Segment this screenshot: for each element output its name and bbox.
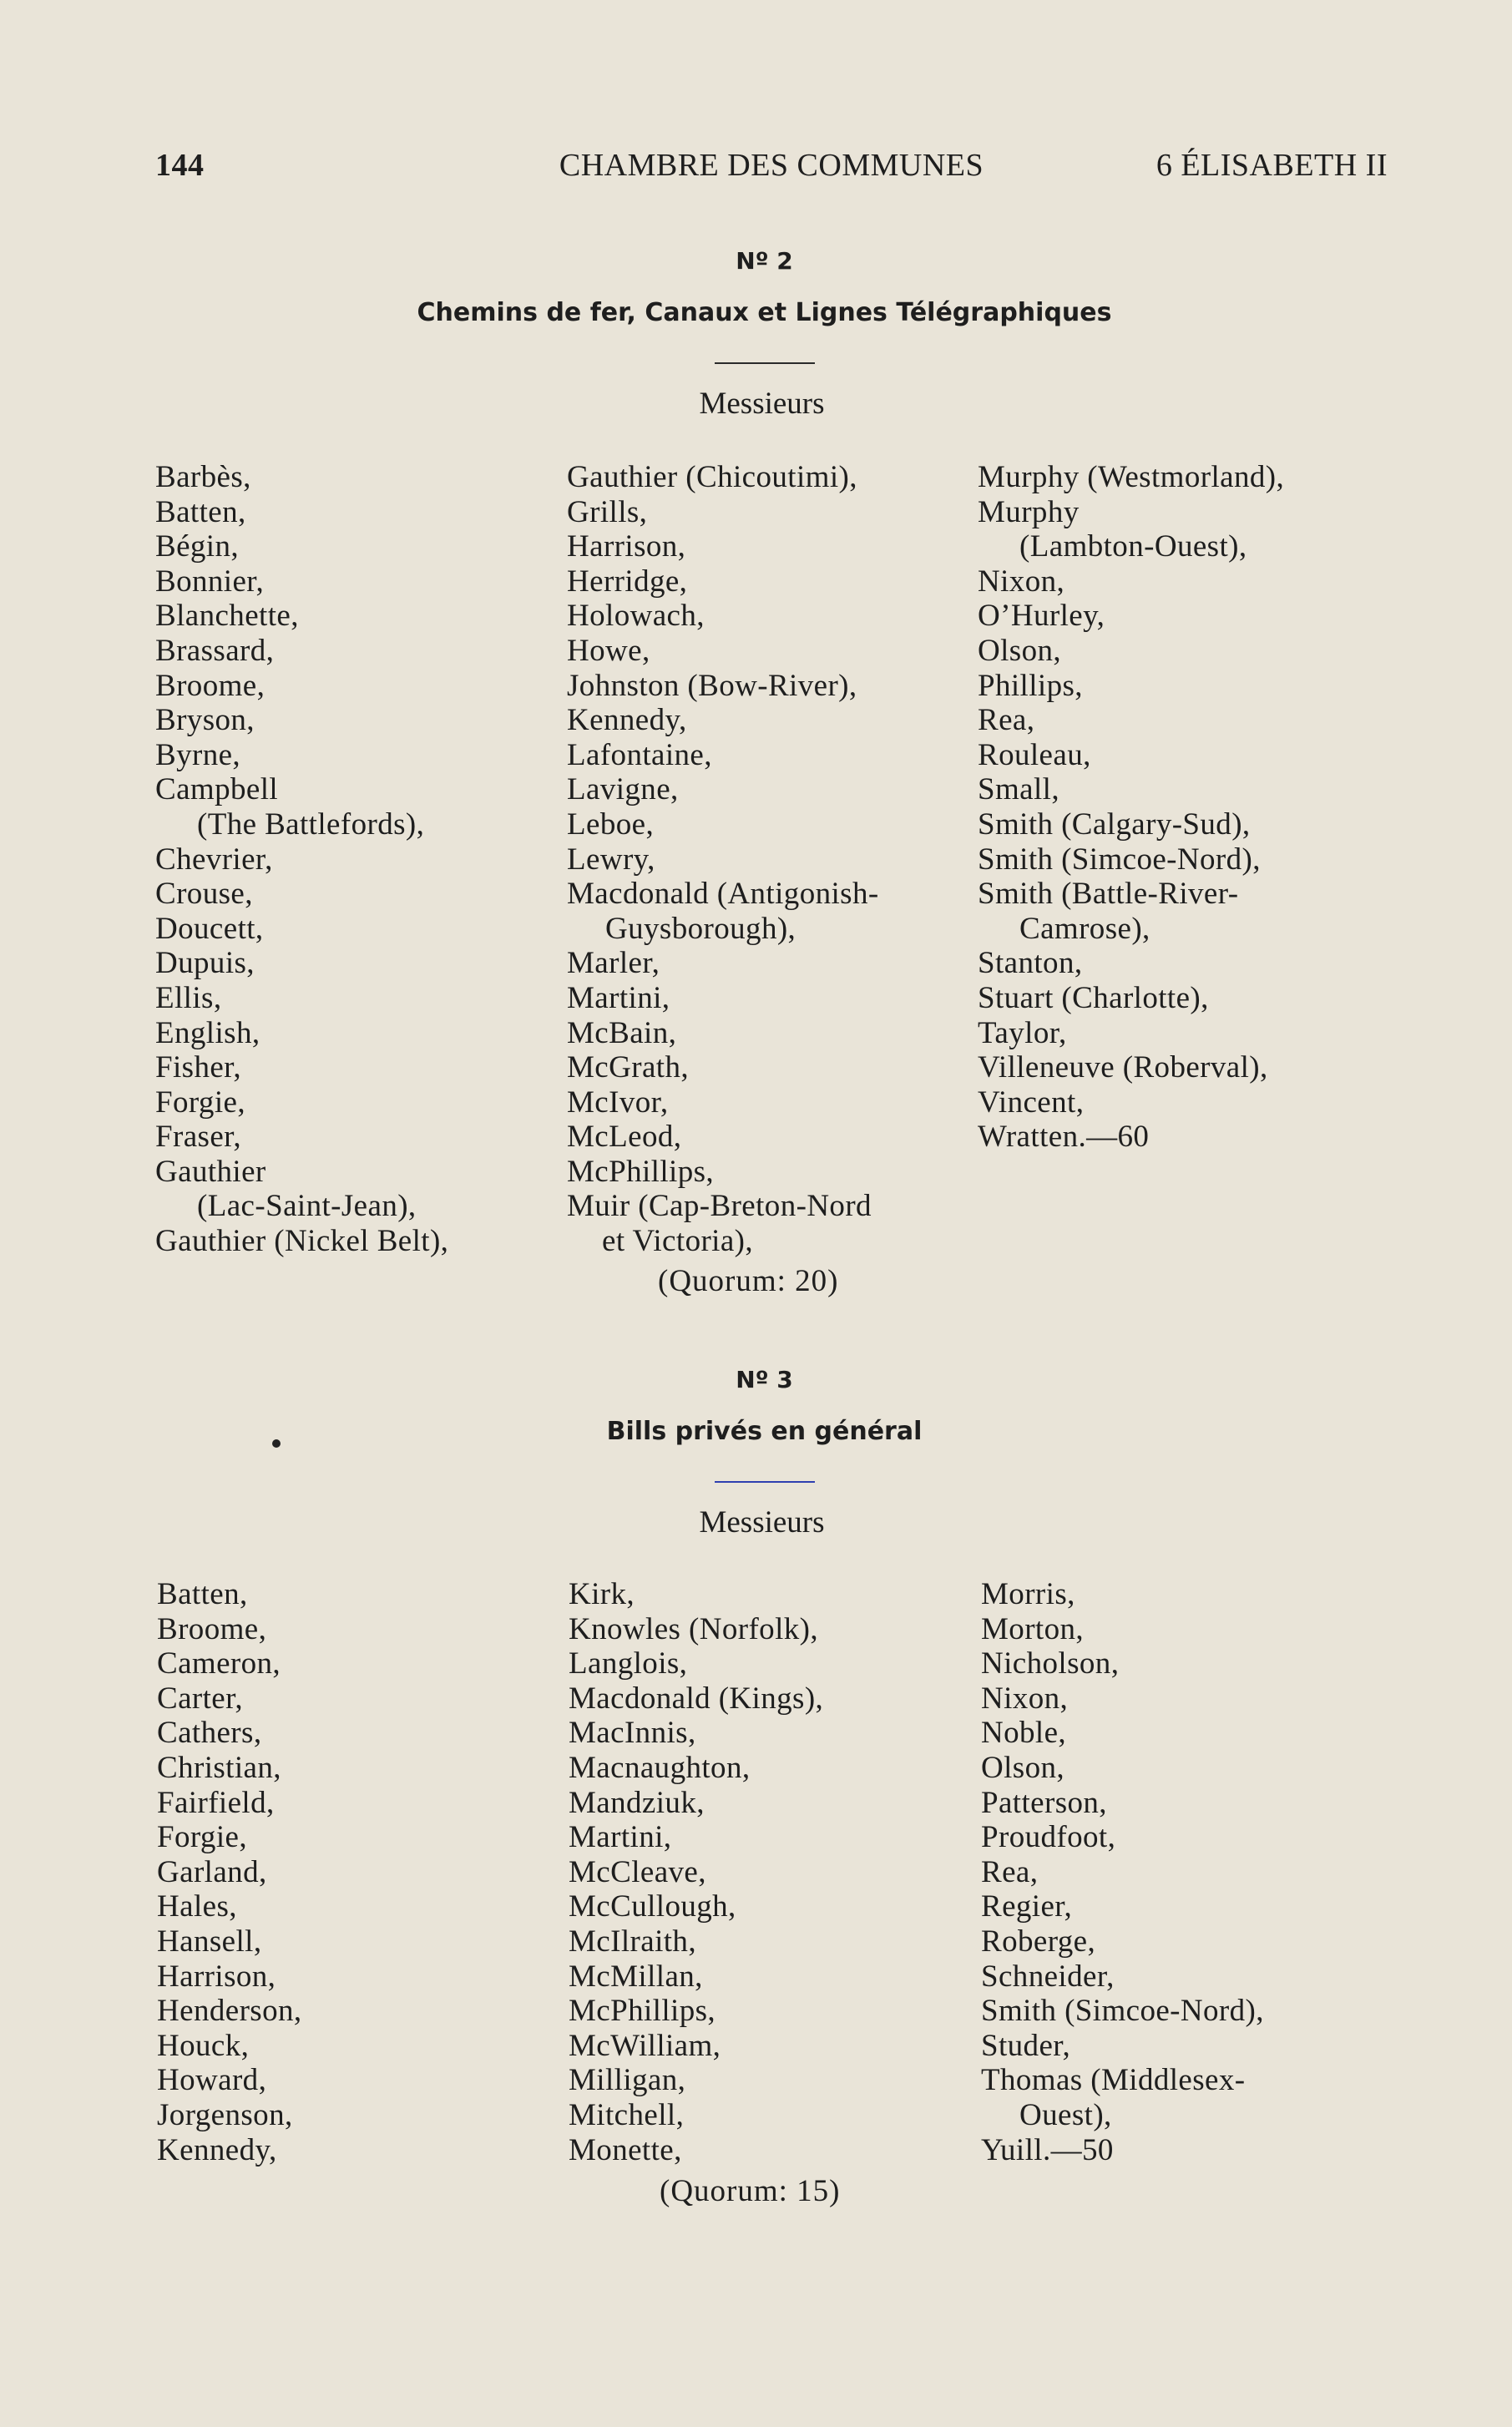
member-name: Leboe, — [567, 806, 655, 842]
committee-section-3 — [0, 1366, 1512, 2412]
member-name: McPhillips, — [569, 1994, 716, 2029]
messieurs-heading: Messieurs — [699, 387, 825, 421]
member-name: Gauthier — [155, 1154, 266, 1189]
member-name: Doucett, — [155, 911, 264, 946]
page-header — [155, 147, 1388, 197]
member-name: Herridge, — [567, 564, 688, 599]
member-name: Stuart (Charlotte), — [978, 980, 1209, 1015]
member-name: Rea, — [978, 703, 1035, 738]
member-name: Brassard, — [155, 633, 275, 668]
member-name: (Lambton-Ouest), — [1019, 529, 1247, 564]
member-name: O’Hurley, — [978, 599, 1105, 634]
member-name: Bonnier, — [155, 564, 265, 599]
member-name: Nixon, — [981, 1681, 1069, 1716]
member-name: Bryson, — [155, 703, 255, 738]
member-name: et Victoria), — [602, 1224, 754, 1259]
member-name: Forgie, — [157, 1820, 247, 1855]
member-name: Christian, — [157, 1750, 281, 1785]
member-name: Morris, — [981, 1577, 1075, 1611]
member-name: Henderson, — [157, 1994, 302, 2029]
member-name: Rouleau, — [978, 737, 1091, 772]
member-name: Fairfield, — [157, 1785, 275, 1820]
member-name: Monette, — [569, 2132, 682, 2167]
member-name: Morton, — [981, 1611, 1085, 1646]
member-name: Macnaughton, — [569, 1750, 751, 1785]
member-name: Olson, — [981, 1750, 1065, 1785]
reign-year: 6 ÉLISABETH II — [1155, 148, 1388, 183]
member-name: McIlraith, — [569, 1924, 696, 1959]
member-name: McGrath, — [567, 1050, 690, 1085]
member-name: Rea, — [981, 1854, 1039, 1889]
member-name: Small, — [978, 772, 1059, 807]
member-column-2 — [569, 1577, 1003, 2167]
member-name: Lafontaine, — [567, 737, 712, 772]
member-name: Guysborough), — [605, 911, 796, 946]
member-name: Crouse, — [155, 877, 253, 912]
member-name: McMillan, — [569, 1959, 703, 1994]
member-name: Proudfoot, — [981, 1820, 1116, 1855]
member-name: Taylor, — [978, 1015, 1067, 1050]
member-name: MacInnis, — [569, 1716, 696, 1751]
member-name: Hansell, — [157, 1924, 262, 1959]
member-name: Wratten.—60 — [978, 1120, 1150, 1155]
member-name: Milligan, — [569, 2063, 686, 2098]
member-name: Carter, — [157, 1681, 244, 1716]
member-name: Broome, — [157, 1611, 267, 1646]
member-name: Fisher, — [155, 1050, 242, 1085]
member-column-3 — [978, 460, 1412, 1155]
member-name: Murphy — [978, 494, 1080, 529]
member-name: Howard, — [157, 2063, 267, 2098]
member-column-2 — [567, 460, 1001, 1259]
member-column-3 — [981, 1577, 1415, 2167]
member-name: Hales, — [157, 1889, 237, 1924]
member-name: Smith (Simcoe-Nord), — [981, 1994, 1264, 2029]
member-column-1 — [157, 1577, 591, 2167]
member-name: Broome, — [155, 668, 265, 703]
messieurs-heading: Messieurs — [699, 1505, 825, 1540]
member-name: McCullough, — [569, 1889, 736, 1924]
member-name: (The Battlefords), — [197, 806, 425, 842]
member-name: Grills, — [567, 494, 648, 529]
member-name: Dupuis, — [155, 946, 255, 981]
member-name: Lewry, — [567, 842, 655, 877]
member-name: Lavigne, — [567, 772, 679, 807]
member-name: Kennedy, — [157, 2132, 277, 2167]
member-name: Gauthier (Chicoutimi), — [567, 460, 857, 494]
member-name: Mitchell, — [569, 2097, 685, 2132]
member-columns — [0, 1577, 1512, 2412]
member-name: Campbell — [155, 772, 279, 807]
member-name: Muir (Cap-Breton-Nord — [567, 1189, 872, 1224]
title-rule — [715, 1481, 815, 1483]
member-name: Nicholson, — [981, 1646, 1120, 1681]
member-name: (Lac-Saint-Jean), — [197, 1189, 417, 1224]
member-name: Kirk, — [569, 1577, 635, 1611]
member-name: McCleave, — [569, 1854, 706, 1889]
member-name: Macdonald (Antigonish- — [567, 877, 879, 912]
member-name: Byrne, — [155, 737, 241, 772]
member-name: Forgie, — [155, 1085, 245, 1120]
member-name: Harrison, — [567, 529, 686, 564]
member-name: Cathers, — [157, 1716, 262, 1751]
member-name: Yuill.—50 — [981, 2132, 1114, 2167]
member-name: McBain, — [567, 1015, 677, 1050]
member-name: Regier, — [981, 1889, 1073, 1924]
member-name: McWilliam, — [569, 2028, 721, 2063]
member-name: Noble, — [981, 1716, 1067, 1751]
member-name: Smith (Simcoe-Nord), — [978, 842, 1261, 877]
member-name: Garland, — [157, 1854, 267, 1889]
member-name: Smith (Calgary-Sud), — [978, 806, 1251, 842]
committee-section-2 — [0, 247, 1512, 1298]
member-name: Barbès, — [155, 460, 251, 494]
member-name: Nixon, — [978, 564, 1065, 599]
committee-number: Nº 2 — [736, 247, 793, 275]
member-name: Ouest), — [1019, 2097, 1112, 2132]
member-name: Blanchette, — [155, 599, 299, 634]
member-name: Schneider, — [981, 1959, 1115, 1994]
member-name: Harrison, — [157, 1959, 276, 1994]
member-name: Studer, — [981, 2028, 1071, 2063]
committee-title: Chemins de fer, Canaux et Lignes Télégraphiques — [417, 298, 1112, 327]
committee-title: Bills privés en général — [606, 1417, 923, 1446]
member-name: Ellis, — [155, 980, 222, 1015]
member-name: Howe, — [567, 633, 650, 668]
member-column-1 — [155, 460, 589, 1259]
member-name: Fraser, — [155, 1120, 242, 1155]
member-name: Smith (Battle-River- — [978, 877, 1239, 912]
committee-number: Nº 3 — [736, 1366, 793, 1393]
member-name: Martini, — [569, 1820, 672, 1855]
member-name: Patterson, — [981, 1785, 1107, 1820]
member-name: Holowach, — [567, 599, 705, 634]
member-name: McLeod, — [567, 1120, 682, 1155]
member-name: Martini, — [567, 980, 670, 1015]
page-number: 144 — [155, 148, 205, 183]
member-name: Langlois, — [569, 1646, 688, 1681]
publication-title: CHAMBRE DES COMMUNES — [559, 148, 984, 183]
member-name: Knowles (Norfolk), — [569, 1611, 819, 1646]
member-name: Johnston (Bow-River), — [567, 668, 857, 703]
member-name: Marler, — [567, 946, 660, 981]
member-name: Chevrier, — [155, 842, 273, 877]
member-name: Houck, — [157, 2028, 250, 2063]
member-columns — [0, 460, 1512, 1298]
member-name: Bégin, — [155, 529, 240, 564]
member-name: Batten, — [155, 494, 246, 529]
member-name: Stanton, — [978, 946, 1083, 981]
member-name: Cameron, — [157, 1646, 281, 1681]
member-name: Mandziuk, — [569, 1785, 705, 1820]
member-name: Batten, — [157, 1577, 248, 1611]
member-name: Roberge, — [981, 1924, 1096, 1959]
member-name: Murphy (Westmorland), — [978, 460, 1285, 494]
title-rule — [715, 362, 815, 364]
member-name: Olson, — [978, 633, 1062, 668]
quorum-note: (Quorum: 15) — [660, 2174, 841, 2208]
member-name: Jorgenson, — [157, 2097, 293, 2132]
member-name: Gauthier (Nickel Belt), — [155, 1224, 449, 1259]
member-name: Phillips, — [978, 668, 1083, 703]
member-name: McPhillips, — [567, 1154, 715, 1189]
member-name: McIvor, — [567, 1085, 669, 1120]
member-name: Macdonald (Kings), — [569, 1681, 824, 1716]
member-name: Villeneuve (Roberval), — [978, 1050, 1268, 1085]
quorum-note: (Quorum: 20) — [658, 1264, 839, 1298]
member-name: Thomas (Middlesex- — [981, 2063, 1246, 2098]
member-name: Kennedy, — [567, 703, 687, 738]
member-name: Camrose), — [1019, 911, 1150, 946]
member-name: Vincent, — [978, 1085, 1085, 1120]
member-name: English, — [155, 1015, 260, 1050]
